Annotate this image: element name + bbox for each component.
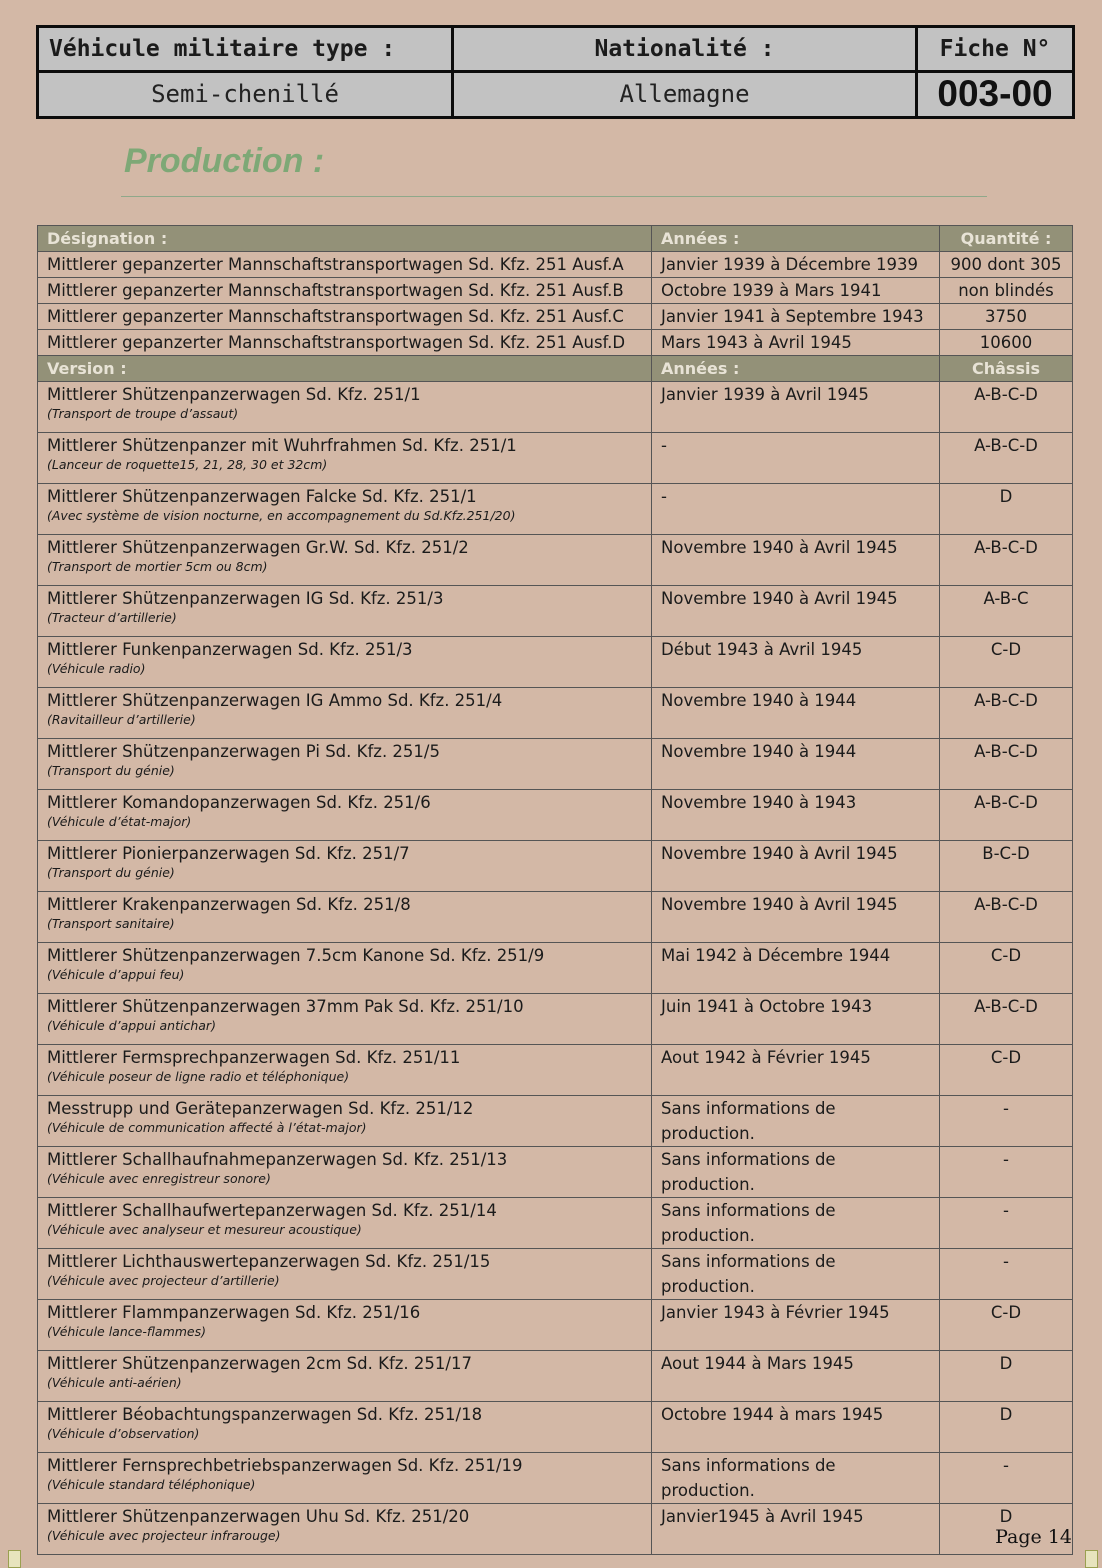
version-cell bbox=[38, 1402, 652, 1453]
column-header: Années : bbox=[652, 226, 940, 252]
corner-marker-left bbox=[8, 1550, 21, 1568]
production-table bbox=[37, 225, 1073, 1555]
chassis-cell: A-B-C-D bbox=[940, 790, 1073, 841]
version-description: (Véhicule de communication affecté à l’état-major) bbox=[47, 1120, 367, 1135]
version-cell bbox=[38, 1453, 652, 1504]
version-description: (Transport sanitaire) bbox=[47, 916, 175, 931]
quantity-cell: 900 dont 305 bbox=[940, 252, 1073, 278]
version-name: Mittlerer Shützenpanzer mit Wuhrfrahmen Sd. Kfz. 251/1 bbox=[47, 436, 517, 455]
version-name: Mittlerer Shützenpanzerwagen IG Sd. Kfz. 251/3 bbox=[47, 589, 444, 608]
table-row bbox=[38, 1300, 1073, 1351]
version-cell bbox=[38, 790, 652, 841]
nationality-label: Nationalité : bbox=[453, 27, 917, 72]
version-name: Mittlerer Flammpanzerwagen Sd. Kfz. 251/16 bbox=[47, 1303, 421, 1322]
table-row bbox=[38, 304, 1073, 330]
years-cell: Janvier 1939 à Avril 1945 bbox=[652, 382, 940, 433]
chassis-cell: D bbox=[940, 1351, 1073, 1402]
table-row bbox=[38, 382, 1073, 433]
years-cell: Sans informations de production. bbox=[652, 1147, 940, 1198]
years-cell: Sans informations de production. bbox=[652, 1249, 940, 1300]
version-description: (Véhicule avec enregistreur sonore) bbox=[47, 1171, 271, 1186]
years-cell: Novembre 1940 à 1943 bbox=[652, 790, 940, 841]
chassis-cell: C-D bbox=[940, 637, 1073, 688]
chassis-cell: - bbox=[940, 1096, 1073, 1147]
version-cell bbox=[38, 841, 652, 892]
version-cell bbox=[38, 688, 652, 739]
version-name: Mittlerer Fermsprechpanzerwagen Sd. Kfz. 251/11 bbox=[47, 1048, 461, 1067]
years-cell: Janvier 1939 à Décembre 1939 bbox=[652, 252, 940, 278]
table-row bbox=[38, 433, 1073, 484]
table-row bbox=[38, 688, 1073, 739]
vehicle-type-value: Semi-chenillé bbox=[38, 71, 453, 117]
version-cell bbox=[38, 637, 652, 688]
table-row bbox=[38, 484, 1073, 535]
version-description: (Transport du génie) bbox=[47, 865, 175, 880]
version-name: Mittlerer Funkenpanzerwagen Sd. Kfz. 251/3 bbox=[47, 640, 413, 659]
chassis-cell: C-D bbox=[940, 943, 1073, 994]
table-row bbox=[38, 790, 1073, 841]
version-cell bbox=[38, 1045, 652, 1096]
version-description: (Transport du génie) bbox=[47, 763, 175, 778]
years-cell: Sans informations de production. bbox=[652, 1096, 940, 1147]
years-cell: Mai 1942 à Décembre 1944 bbox=[652, 943, 940, 994]
chassis-cell: - bbox=[940, 1147, 1073, 1198]
version-cell bbox=[38, 1096, 652, 1147]
table-row bbox=[38, 1351, 1073, 1402]
version-name: Messtrupp und Gerätepanzerwagen Sd. Kfz. 251/12 bbox=[47, 1099, 474, 1118]
column-header: Désignation : bbox=[38, 226, 652, 252]
table-row bbox=[38, 278, 1073, 304]
chassis-cell: A-B-C-D bbox=[940, 433, 1073, 484]
table-row bbox=[38, 841, 1073, 892]
quantity-cell: non blindés bbox=[940, 278, 1073, 304]
version-name: Mittlerer Komandopanzerwagen Sd. Kfz. 251/6 bbox=[47, 793, 431, 812]
version-description: (Véhicule d’appui antichar) bbox=[47, 1018, 216, 1033]
version-name: Mittlerer Shützenpanzerwagen Pi Sd. Kfz. 251/5 bbox=[47, 742, 440, 761]
years-cell: Janvier 1941 à Septembre 1943 bbox=[652, 304, 940, 330]
years-cell: Sans informations de production. bbox=[652, 1453, 940, 1504]
table-row bbox=[38, 1453, 1073, 1504]
fiche-header-table bbox=[36, 25, 1075, 119]
designation-name: Mittlerer gepanzerter Mannschaftstransportwagen Sd. Kfz. 251 Ausf.B bbox=[38, 278, 652, 304]
version-description: (Lanceur de roquette15, 21, 28, 30 et 32cm) bbox=[47, 457, 328, 472]
version-description: (Véhicule radio) bbox=[47, 661, 146, 676]
version-cell bbox=[38, 1504, 652, 1555]
version-cell bbox=[38, 1147, 652, 1198]
table-row bbox=[38, 637, 1073, 688]
version-description: (Véhicule avec analyseur et mesureur acoustique) bbox=[47, 1222, 362, 1237]
version-name: Mittlerer Schallhaufwertepanzerwagen Sd. Kfz. 251/14 bbox=[47, 1201, 497, 1220]
version-description: (Véhicule d’appui feu) bbox=[47, 967, 185, 982]
vehicle-type-label: Véhicule militaire type : bbox=[38, 27, 453, 72]
version-name: Mittlerer Schallhaufnahmepanzerwagen Sd. Kfz. 251/13 bbox=[47, 1150, 508, 1169]
table-row bbox=[38, 586, 1073, 637]
version-cell bbox=[38, 535, 652, 586]
version-cell bbox=[38, 892, 652, 943]
version-name: Mittlerer Shützenpanzerwagen Gr.W. Sd. Kfz. 251/2 bbox=[47, 538, 469, 557]
table-row bbox=[38, 739, 1073, 790]
version-name: Mittlerer Shützenpanzerwagen 37mm Pak Sd. Kfz. 251/10 bbox=[47, 997, 524, 1016]
nationality-value: Allemagne bbox=[453, 71, 917, 117]
table-row bbox=[38, 535, 1073, 586]
version-description: (Ravitailleur d’artillerie) bbox=[47, 712, 196, 727]
version-description: (Transport de mortier 5cm ou 8cm) bbox=[47, 559, 268, 574]
designation-name: Mittlerer gepanzerter Mannschaftstransportwagen Sd. Kfz. 251 Ausf.D bbox=[38, 330, 652, 356]
version-cell bbox=[38, 739, 652, 790]
version-name: Mittlerer Shützenpanzerwagen Sd. Kfz. 251/1 bbox=[47, 385, 421, 404]
years-cell: - bbox=[652, 484, 940, 535]
chassis-cell: A-B-C-D bbox=[940, 994, 1073, 1045]
years-cell: Novembre 1940 à 1944 bbox=[652, 688, 940, 739]
table-row bbox=[38, 1402, 1073, 1453]
quantity-cell: 10600 bbox=[940, 330, 1073, 356]
fiche-label: Fiche N° bbox=[917, 27, 1074, 72]
column-header: Quantité : bbox=[940, 226, 1073, 252]
column-header: Châssis bbox=[940, 356, 1073, 382]
years-cell: Novembre 1940 à Avril 1945 bbox=[652, 841, 940, 892]
version-cell bbox=[38, 586, 652, 637]
years-cell: Octobre 1939 à Mars 1941 bbox=[652, 278, 940, 304]
column-header: Version : bbox=[38, 356, 652, 382]
section-title: Production : bbox=[124, 142, 325, 180]
version-name: Mittlerer Shützenpanzerwagen IG Ammo Sd. Kfz. 251/4 bbox=[47, 691, 503, 710]
years-cell: Début 1943 à Avril 1945 bbox=[652, 637, 940, 688]
version-name: Mittlerer Shützenpanzerwagen 2cm Sd. Kfz. 251/17 bbox=[47, 1354, 472, 1373]
chassis-cell: C-D bbox=[940, 1045, 1073, 1096]
column-header: Années : bbox=[652, 356, 940, 382]
version-name: Mittlerer Fernsprechbetriebspanzerwagen Sd. Kfz. 251/19 bbox=[47, 1456, 523, 1475]
version-description: (Transport de troupe d’assaut) bbox=[47, 406, 239, 421]
years-cell: Aout 1942 à Février 1945 bbox=[652, 1045, 940, 1096]
years-cell: Mars 1943 à Avril 1945 bbox=[652, 330, 940, 356]
production-table-body bbox=[38, 226, 1073, 1555]
version-name: Mittlerer Pionierpanzerwagen Sd. Kfz. 251/7 bbox=[47, 844, 410, 863]
version-description: (Véhicule avec projecteur infrarouge) bbox=[47, 1528, 281, 1543]
version-cell bbox=[38, 1249, 652, 1300]
version-name: Mittlerer Shützenpanzerwagen Uhu Sd. Kfz. 251/20 bbox=[47, 1507, 470, 1526]
version-cell bbox=[38, 382, 652, 433]
years-cell: Novembre 1940 à Avril 1945 bbox=[652, 586, 940, 637]
version-cell bbox=[38, 1351, 652, 1402]
chassis-cell: D bbox=[940, 1402, 1073, 1453]
table-row bbox=[38, 1198, 1073, 1249]
chassis-cell: A-B-C-D bbox=[940, 535, 1073, 586]
version-description: (Véhicule d’état-major) bbox=[47, 814, 192, 829]
chassis-cell: A-B-C-D bbox=[940, 892, 1073, 943]
chassis-cell: A-B-C-D bbox=[940, 739, 1073, 790]
table-row bbox=[38, 943, 1073, 994]
version-description: (Véhicule avec projecteur d’artillerie) bbox=[47, 1273, 280, 1288]
version-description: (Véhicule d’observation) bbox=[47, 1426, 200, 1441]
designation-header-row bbox=[38, 226, 1073, 252]
years-cell: Janvier1945 à Avril 1945 bbox=[652, 1504, 940, 1555]
chassis-cell: A-B-C-D bbox=[940, 382, 1073, 433]
version-cell bbox=[38, 994, 652, 1045]
version-cell bbox=[38, 1198, 652, 1249]
version-name: Mittlerer Béobachtungspanzerwagen Sd. Kfz. 251/18 bbox=[47, 1405, 483, 1424]
table-row bbox=[38, 1249, 1073, 1300]
chassis-cell: - bbox=[940, 1249, 1073, 1300]
chassis-cell: C-D bbox=[940, 1300, 1073, 1351]
version-cell bbox=[38, 484, 652, 535]
table-row bbox=[38, 252, 1073, 278]
years-cell: Novembre 1940 à 1944 bbox=[652, 739, 940, 790]
section-divider bbox=[121, 196, 987, 197]
version-cell bbox=[38, 1300, 652, 1351]
years-cell: - bbox=[652, 433, 940, 484]
quantity-cell: 3750 bbox=[940, 304, 1073, 330]
version-name: Mittlerer Shützenpanzerwagen Falcke Sd. Kfz. 251/1 bbox=[47, 487, 477, 506]
table-row bbox=[38, 994, 1073, 1045]
corner-marker-right bbox=[1085, 1550, 1098, 1568]
years-cell: Sans informations de production. bbox=[652, 1198, 940, 1249]
years-cell: Janvier 1943 à Février 1945 bbox=[652, 1300, 940, 1351]
years-cell: Novembre 1940 à Avril 1945 bbox=[652, 535, 940, 586]
version-name: Mittlerer Shützenpanzerwagen 7.5cm Kanone Sd. Kfz. 251/9 bbox=[47, 946, 545, 965]
table-row bbox=[38, 1504, 1073, 1555]
table-row bbox=[38, 1147, 1073, 1198]
table-row bbox=[38, 892, 1073, 943]
chassis-cell: - bbox=[940, 1198, 1073, 1249]
years-cell: Aout 1944 à Mars 1945 bbox=[652, 1351, 940, 1402]
years-cell: Juin 1941 à Octobre 1943 bbox=[652, 994, 940, 1045]
chassis-cell: B-C-D bbox=[940, 841, 1073, 892]
version-description: (Véhicule poseur de ligne radio et téléphonique) bbox=[47, 1069, 350, 1084]
years-cell: Octobre 1944 à mars 1945 bbox=[652, 1402, 940, 1453]
version-name: Mittlerer Lichthauswertepanzerwagen Sd. Kfz. 251/15 bbox=[47, 1252, 491, 1271]
chassis-cell: A-B-C bbox=[940, 586, 1073, 637]
version-description: (Tracteur d’artillerie) bbox=[47, 610, 177, 625]
chassis-cell: D bbox=[940, 484, 1073, 535]
designation-name: Mittlerer gepanzerter Mannschaftstransportwagen Sd. Kfz. 251 Ausf.A bbox=[38, 252, 652, 278]
chassis-cell: A-B-C-D bbox=[940, 688, 1073, 739]
chassis-cell: - bbox=[940, 1453, 1073, 1504]
version-description: (Véhicule anti-aérien) bbox=[47, 1375, 182, 1390]
table-row bbox=[38, 1096, 1073, 1147]
version-description: (Véhicule lance-flammes) bbox=[47, 1324, 207, 1339]
version-name: Mittlerer Krakenpanzerwagen Sd. Kfz. 251/8 bbox=[47, 895, 411, 914]
version-description: (Avec système de vision nocturne, en accompagnement du Sd.Kfz.251/20) bbox=[47, 508, 516, 523]
table-row bbox=[38, 1045, 1073, 1096]
version-description: (Véhicule standard téléphonique) bbox=[47, 1477, 256, 1492]
years-cell: Novembre 1940 à Avril 1945 bbox=[652, 892, 940, 943]
chassis-cell: D bbox=[940, 1504, 1073, 1555]
page-number: Page 14 bbox=[995, 1526, 1072, 1548]
version-header-row bbox=[38, 356, 1073, 382]
version-cell bbox=[38, 943, 652, 994]
fiche-number: 003-00 bbox=[917, 71, 1074, 117]
version-cell bbox=[38, 433, 652, 484]
designation-name: Mittlerer gepanzerter Mannschaftstransportwagen Sd. Kfz. 251 Ausf.C bbox=[38, 304, 652, 330]
table-row bbox=[38, 330, 1073, 356]
